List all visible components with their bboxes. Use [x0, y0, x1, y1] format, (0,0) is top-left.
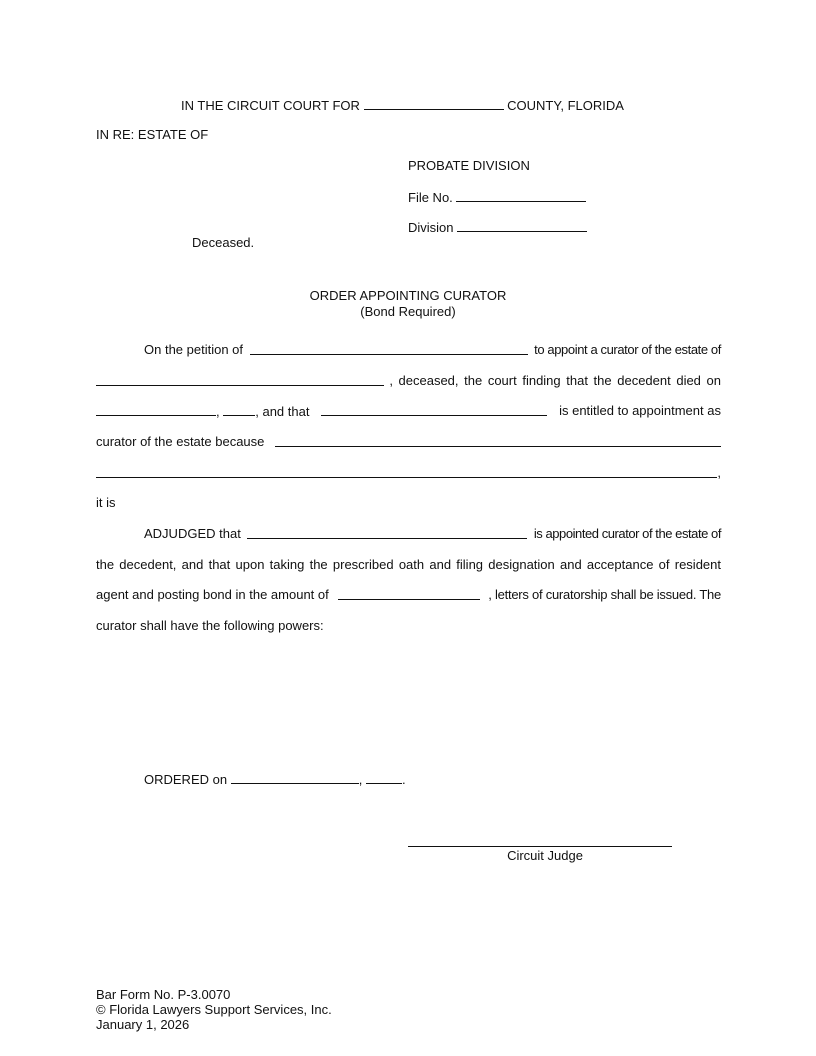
appointee-blank[interactable] [321, 403, 547, 416]
petition-line-4 [96, 434, 721, 450]
and-that-text: , and that [255, 404, 310, 419]
file-no-line [408, 189, 586, 206]
death-date-blank[interactable] [96, 403, 216, 416]
reason-blank-continued[interactable] [96, 465, 717, 478]
deceased-label: Deceased. [192, 235, 255, 250]
bond-text: agent and posting bond in the amount of [96, 587, 329, 602]
trailing-comma: , [717, 465, 721, 480]
form-number: Bar Form No. P-3.0070 [96, 987, 231, 1002]
petitioner-blank[interactable] [250, 342, 528, 355]
petition-line-3 [96, 403, 721, 420]
petition-label: On the petition of [144, 342, 244, 357]
ordered-year-blank[interactable] [366, 771, 402, 784]
petition-line-2 [96, 373, 721, 389]
because-label: curator of the estate because [96, 434, 265, 449]
form-date: January 1, 2026 [96, 1017, 190, 1032]
probate-division: PROBATE DIVISION [408, 158, 530, 173]
ordered-label: ORDERED on [144, 772, 228, 787]
adjudged-line-1 [144, 526, 721, 542]
petition-line-1 [144, 342, 721, 358]
appoint-curator-text: to appoint a curator of the estate of [534, 342, 721, 357]
ordered-line [144, 771, 406, 788]
comma: , [358, 772, 363, 787]
division-label: Division [408, 220, 454, 235]
petition-line-5 [96, 465, 721, 481]
order-title: ORDER APPOINTING CURATOR [309, 288, 507, 303]
copyright-notice: © Florida Lawyers Support Services, Inc. [96, 1002, 332, 1017]
file-no-blank[interactable] [456, 189, 586, 202]
court-caption [181, 97, 624, 114]
comma: , [216, 404, 220, 419]
bond-amount-blank[interactable] [338, 587, 480, 600]
death-year-blank[interactable] [223, 403, 255, 416]
adjudged-label: ADJUDGED that [144, 526, 241, 541]
deceased-finding-text: , deceased, the court finding that the decedent died on [389, 373, 721, 388]
court-suffix: COUNTY, FLORIDA [507, 98, 624, 113]
curator-name-blank[interactable] [247, 526, 527, 539]
circuit-judge-label: Circuit Judge [507, 848, 583, 863]
order-subtitle: (Bond Required) [360, 304, 456, 319]
ordered-date-blank[interactable] [231, 771, 359, 784]
decedent-name-blank[interactable] [96, 373, 384, 386]
adjudged-line-3 [96, 587, 721, 603]
appointed-text: is appointed curator of the estate of [533, 526, 721, 541]
entitled-text: is entitled to appointment as [559, 403, 721, 418]
court-prefix: IN THE CIRCUIT COURT FOR [181, 98, 360, 113]
letters-issued-text: , letters of curatorship shall be issued. The [488, 587, 721, 602]
adjudged-line-2: the decedent, and that upon taking the prescribed oath and filing designation and acceptance of resident [96, 557, 721, 572]
file-no-label: File No. [408, 190, 453, 205]
division-blank[interactable] [457, 219, 587, 232]
reason-blank[interactable] [275, 434, 721, 447]
it-is-text: it is [96, 495, 116, 510]
judge-signature-line[interactable] [408, 846, 672, 847]
in-re-estate: IN RE: ESTATE OF [96, 127, 209, 142]
county-blank[interactable] [364, 97, 504, 110]
division-line [408, 219, 587, 236]
powers-text: curator shall have the following powers: [96, 618, 324, 633]
period: . [401, 772, 406, 787]
